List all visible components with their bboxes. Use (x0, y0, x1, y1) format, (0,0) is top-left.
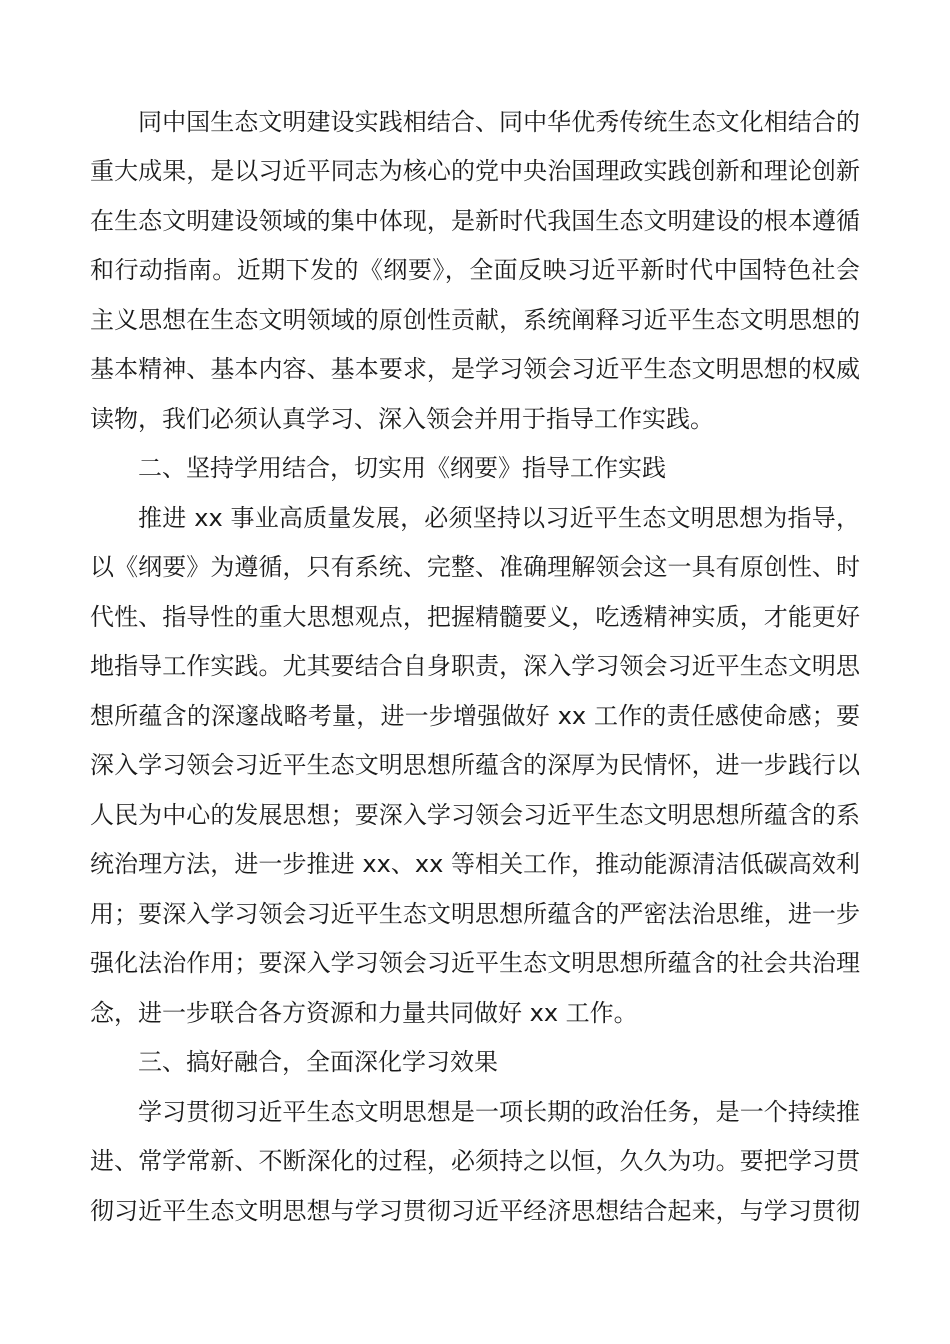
paragraph-line: 想所蕴含的深邃战略考量，进一步增强做好 xx 工作的责任感使命感；要 (90, 702, 860, 730)
paragraph-line: 推进 xx 事业高质量发展，必须坚持以习近平生态文明思想为指导， (138, 504, 860, 532)
section-heading-3: 三、搞好融合，全面深化学习效果 (138, 1048, 498, 1076)
paragraph-line: 以《纲要》为遵循，只有系统、完整、准确理解领会这一具有原创性、时 (90, 553, 860, 581)
section-heading-2: 二、坚持学用结合，切实用《纲要》指导工作实践 (138, 454, 666, 482)
paragraph-line: 在生态文明建设领域的集中体现，是新时代我国生态文明建设的根本遵循 (90, 207, 860, 235)
paragraph-line: 强化法治作用；要深入学习领会习近平生态文明思想所蕴含的社会共治理 (90, 949, 860, 977)
paragraph-line: 人民为中心的发展思想；要深入学习领会习近平生态文明思想所蕴含的系 (90, 801, 860, 829)
paragraph-line: 进、常学常新、不断深化的过程，必须持之以恒，久久为功。要把学习贯 (90, 1147, 860, 1175)
paragraph-line: 地指导工作实践。尤其要结合自身职责，深入学习领会习近平生态文明思 (90, 652, 860, 680)
paragraph-line: 学习贯彻习近平生态文明思想是一项长期的政治任务，是一个持续推 (138, 1098, 860, 1126)
paragraph-line: 同中国生态文明建设实践相结合、同中华优秀传统生态文化相结合的 (138, 108, 860, 136)
paragraph-line: 深入学习领会习近平生态文明思想所蕴含的深厚为民情怀，进一步践行以 (90, 751, 860, 779)
paragraph-line: 统治理方法，进一步推进 xx、xx 等相关工作，推动能源清洁低碳高效利 (90, 850, 860, 878)
paragraph-line: 主义思想在生态文明领域的原创性贡献，系统阐释习近平生态文明思想的 (90, 306, 860, 334)
paragraph-line: 用；要深入学习领会习近平生态文明思想所蕴含的严密法治思维，进一步 (90, 900, 860, 928)
paragraph-line: 基本精神、基本内容、基本要求，是学习领会习近平生态文明思想的权威 (90, 355, 860, 383)
paragraph-line: 读物，我们必须认真学习、深入领会并用于指导工作实践。 (90, 405, 714, 433)
paragraph-line: 和行动指南。近期下发的《纲要》，全面反映习近平新时代中国特色社会 (90, 256, 860, 284)
paragraph-line: 代性、指导性的重大思想观点，把握精髓要义，吃透精神实质，才能更好 (90, 603, 860, 631)
paragraph-line: 彻习近平生态文明思想与学习贯彻习近平经济思想结合起来，与学习贯彻 (90, 1197, 860, 1225)
paragraph-line: 念，进一步联合各方资源和力量共同做好 xx 工作。 (90, 999, 638, 1027)
paragraph-line: 重大成果，是以习近平同志为核心的党中央治国理政实践创新和理论创新 (90, 157, 860, 185)
